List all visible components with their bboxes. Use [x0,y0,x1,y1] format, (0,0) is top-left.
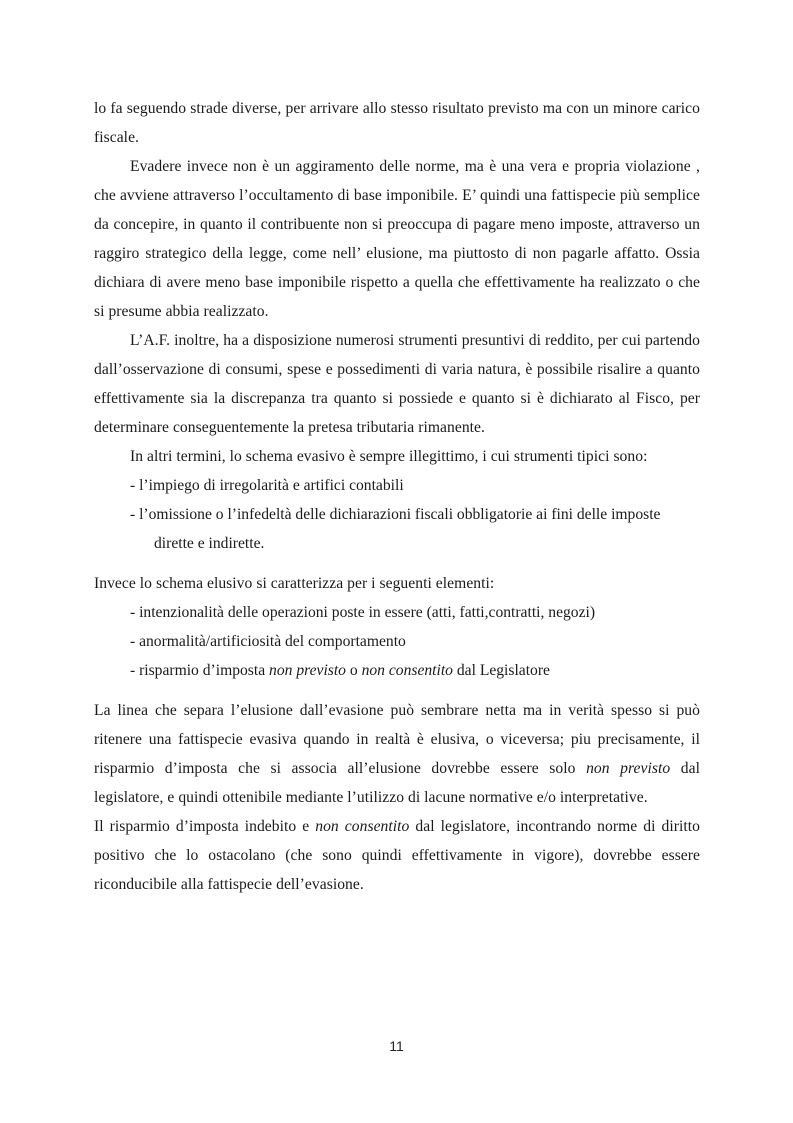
document-body [94,94,700,899]
list-item-continuation: dirette e indirette. [154,535,265,552]
list-item: - risparmio d’imposta non previsto o non consentito dal Legislatore [130,662,550,679]
elusive-elements-list [94,598,700,685]
paragraph-elusive-scheme-intro: Invece lo schema elusivo si caratterizza per i seguenti elementi: [94,575,495,592]
list-item [94,500,700,558]
evasive-tools-list [94,471,700,558]
italic-term: non consentito [315,818,410,835]
italic-term: non consentito [361,662,453,679]
page-number: 11 [389,1038,404,1054]
paragraph-undue-saving: Il risparmio d’imposta indebito e non consentito dal legislatore, incontrando norme di diritto positivo che lo ostacolano (che sono quindi effettivamente in vigore), dovrebbe essere riconducibile alla fattispecie dell’evasione. [94,818,700,893]
list-item: - intenzionalità delle operazioni poste in essere (atti, fatti,contratti, negozi) [130,604,596,621]
paragraph-presumptive-tools: L’A.F. inoltre, ha a disposizione numerosi strumenti presuntivi di reddito, per cui partendo dall’osservazione di consumi, spese e possedimenti di varia natura, è possibile risalire a quanto effettivamente sia la discrepanza tra quanto si possiede e quanto si è dichiarato al Fisco, per determinare conseguentemente la pretesa tributaria rimanente. [94,332,700,436]
italic-term: non previsto [269,662,346,679]
list-item: - l’impiego di irregolarità e artifici contabili [130,477,404,494]
paragraph-evasion-definition: Evadere invece non è un aggiramento delle norme, ma è una vera e propria violazione , che avviene attraverso l’occultamento di base imponibile. E’ quindi una fattispecie più semplice da concepire, in quanto il contribuente non si preoccupa di pagare meno imposte, attraverso un raggiro strategico della legge, come nell’ elusione, ma piuttosto di non pagarle affatto. Ossia dichiara di avere meno base imponibile rispetto a quella che effettivamente ha realizzato o che si presume abbia realizzato. [94,158,700,320]
paragraph-evasion-elusion-boundary: La linea che separa l’elusione dall’evasione può sembrare netta ma in verità spesso si può ritenere una fattispecie evasiva quando in realtà è elusiva, o viceversa; piu precisamente, il risparmio d’imposta che si associa all’elusione dovrebbe essere solo non previsto dal legislatore, e quindi ottenibile mediante l’utilizzo di lacune normative e/o interpretative. [94,702,700,806]
list-item: - anormalità/artificiosità del comportamento [130,633,406,650]
paragraph-evasive-scheme-intro: In altri termini, lo schema evasivo è sempre illegittimo, i cui strumenti tipici sono: [130,448,648,465]
italic-term: non previsto [586,760,671,777]
list-item-line: - l’omissione o l’infedeltà delle dichiarazioni fiscali obbligatorie ai fini delle imposte [130,506,661,523]
paragraph-intro-continuation: lo fa seguendo strade diverse, per arrivare allo stesso risultato previsto ma con un minore carico fiscale. [94,100,700,146]
